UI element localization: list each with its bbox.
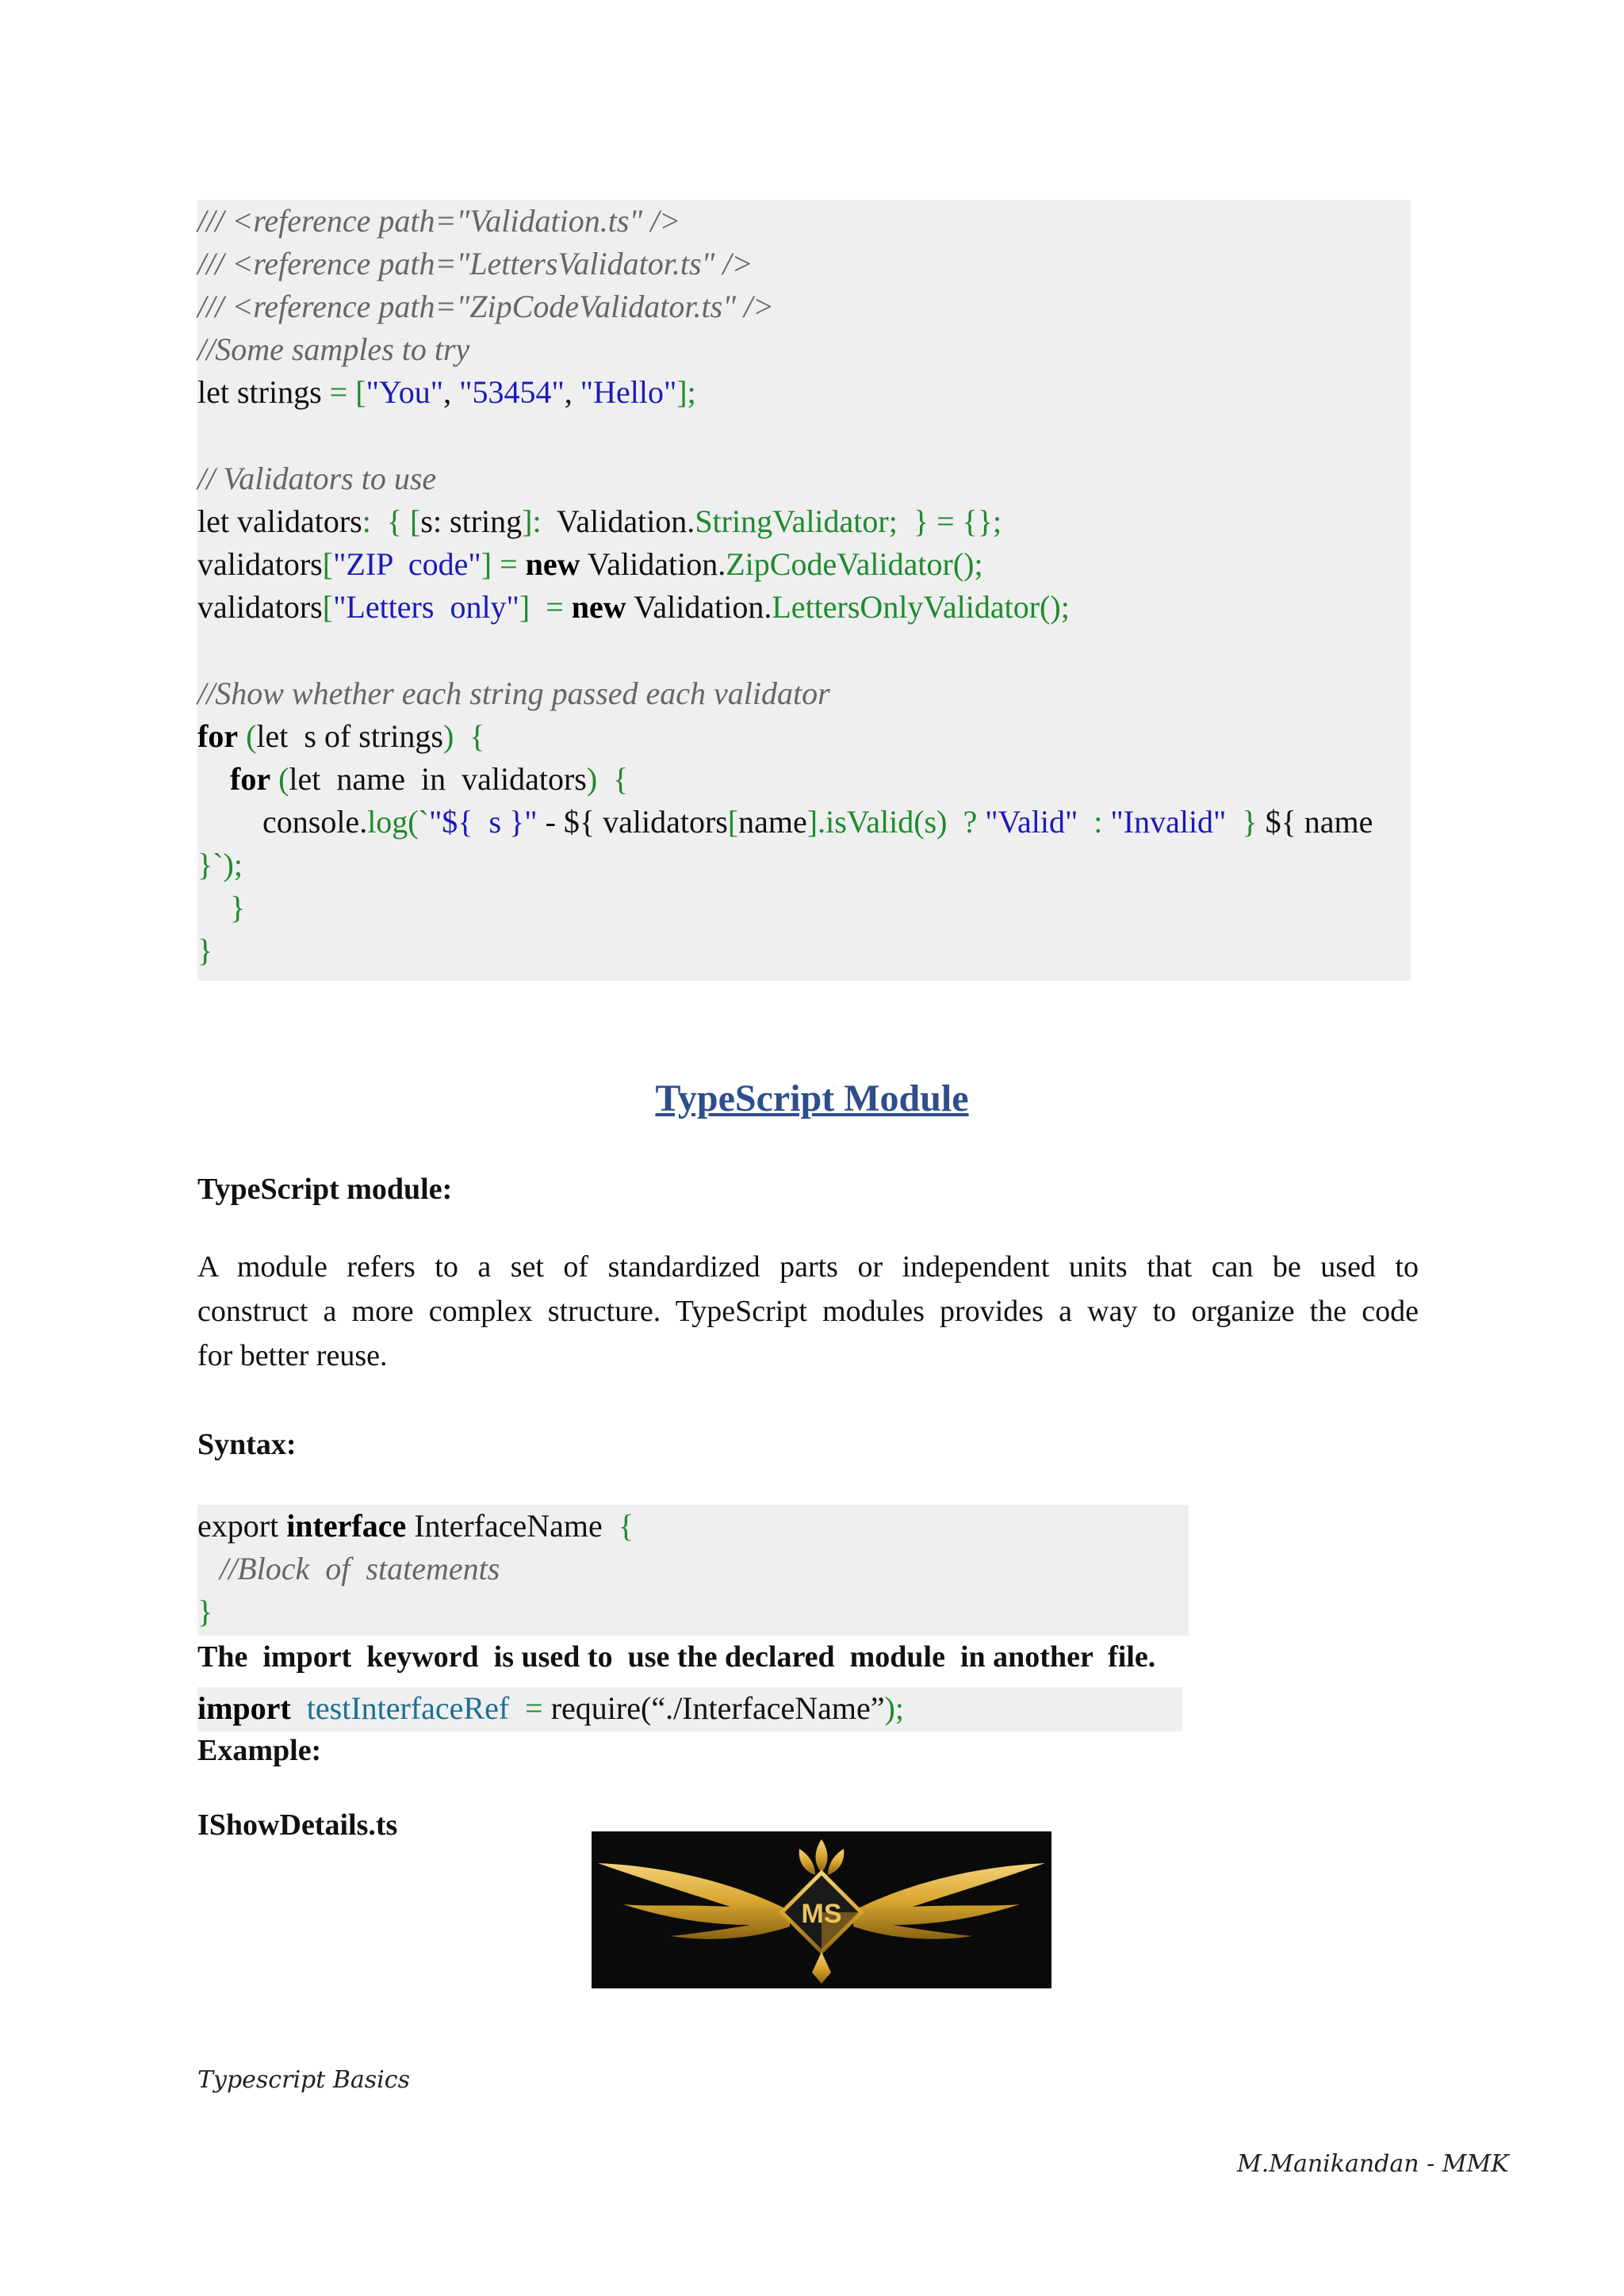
code-reference-1: /// <reference path="Validation.ts" /> [197, 203, 681, 239]
subheading-typescript-module: TypeScript module: [197, 1173, 453, 1206]
import-keyword-note: The import keyword is used to use the declared module in another file. [197, 1640, 1156, 1674]
paragraph-line-3: for better reuse. [197, 1339, 388, 1372]
code-close-outer: } [197, 932, 213, 968]
code-close-inner: } [230, 890, 246, 925]
code-validators-declaration: let validators: { [s: string]: Validation.StringValidator; } = {}; [197, 503, 1002, 539]
logo-monogram: MS [801, 1899, 842, 1929]
code-reference-2: /// <reference path="LettersValidator.ts" /> [197, 246, 753, 281]
file-label: IShowDetails.ts [197, 1808, 398, 1842]
ms-logo-image [592, 1831, 1051, 1988]
ms-winged-emblem-icon [592, 1831, 1051, 1988]
code-zip-validator-line: validators["ZIP code"] = new Validation.ZipCodeValidator(); [197, 546, 983, 582]
section-heading: TypeScript Module [655, 1077, 969, 1119]
code-block-syntax [197, 1505, 1189, 1636]
footer-document-title: Typescript Basics [197, 2066, 410, 2094]
module-description-paragraph [197, 1245, 1419, 1378]
code-block-validators [197, 200, 1411, 981]
code-comment-validators: // Validators to use [197, 461, 437, 496]
paragraph-line-1: A module refers to a set of standardized parts or independent units that can be used to [197, 1250, 1419, 1284]
code-reference-3: /// <reference path="ZipCodeValidator.ts" /> [197, 289, 775, 324]
code-for-inner: for (let name in validators) { [230, 761, 629, 797]
code-export-interface: export interface InterfaceName { [197, 1508, 634, 1544]
syntax-label: Syntax: [197, 1428, 297, 1461]
code-console-continuation: }`); [197, 847, 243, 882]
paragraph-line-2: construct a more complex structure. TypeScript modules provides a way to organize the code [197, 1295, 1419, 1328]
code-block-comment: //Block of statements [220, 1551, 500, 1586]
code-comment-show: //Show whether each string passed each validator [197, 675, 830, 711]
code-for-outer: for (let s of strings) { [197, 718, 485, 754]
code-letters-validator-line: validators["Letters only"] = new Validation.LettersOnlyValidator(); [197, 589, 1070, 625]
code-import-line: import testInterfaceRef = require(“./InterfaceName”); [197, 1690, 904, 1726]
footer-author: M.Manikandan - MMK [1237, 2150, 1509, 2178]
code-block-close: } [197, 1594, 213, 1629]
code-strings-declaration: let strings = ["You", "53454", "Hello"]; [197, 374, 696, 410]
code-comment-samples: //Some samples to try [197, 331, 470, 367]
example-label: Example: [197, 1734, 322, 1767]
code-block-import [197, 1687, 1182, 1732]
code-console-log: console.log(`"${ s }" - ${ validators[name].isValid(s) ? "Valid" : "Invalid" } ${ name [262, 804, 1373, 840]
